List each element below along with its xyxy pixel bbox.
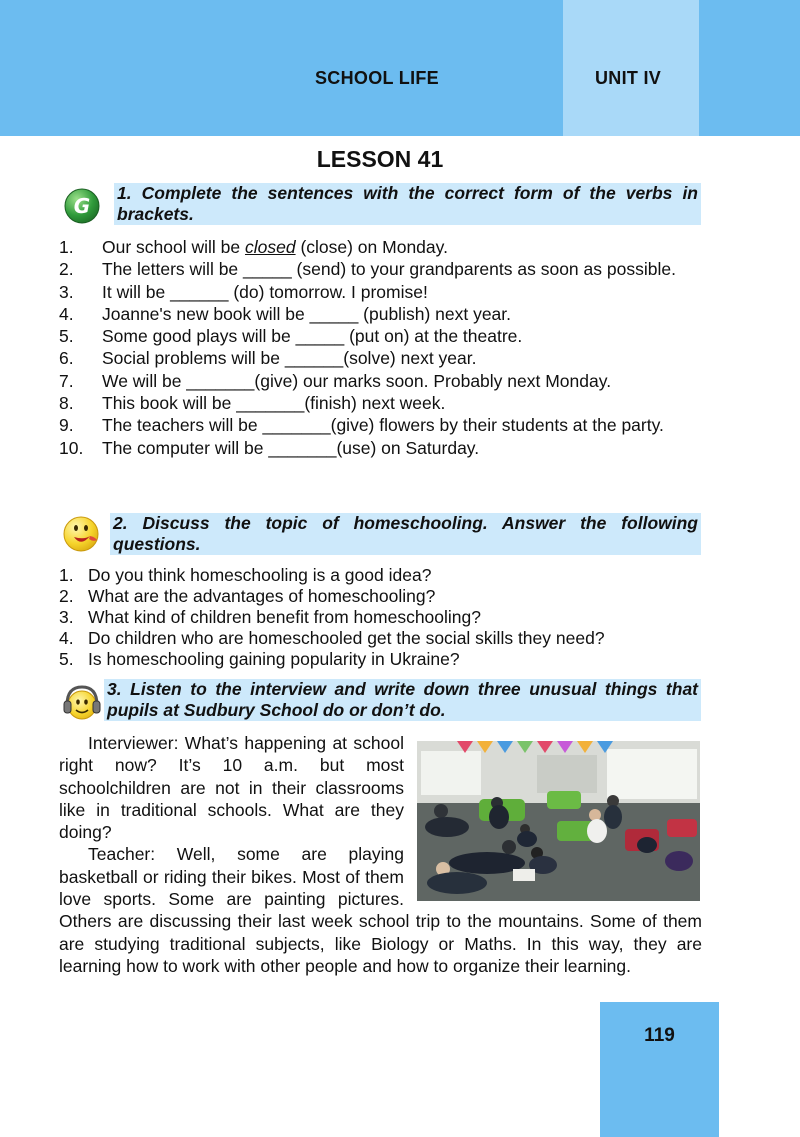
item-number: 7. (59, 370, 74, 391)
item-number: 4. (59, 303, 74, 324)
task3-instruction: 3. Listen to the interview and write down three unusual things that pupils at Sudbury School do or don’t do. (104, 679, 701, 721)
item-text: Some good plays will be _____ (put on) at the theatre. (102, 326, 523, 347)
smiley-speaking-icon (62, 515, 102, 558)
grammar-g-icon (64, 188, 100, 229)
item-text-before: Our school will be (102, 237, 245, 257)
task2-list (59, 565, 704, 670)
item-text: The teachers will be _______(give) flowers by their students at the party. (102, 415, 664, 436)
unit-label: UNIT IV (595, 68, 662, 88)
page-number: 119 (644, 1025, 675, 1046)
item-number: 5. (59, 326, 74, 347)
item-number: 1. (59, 237, 74, 257)
svg-text:G: G (73, 194, 91, 218)
list-item (59, 258, 704, 280)
section-title: SCHOOL LIFE (315, 68, 439, 88)
item-text: It will be ______ (do) tomorrow. I promise! (102, 281, 428, 302)
item-number: 3. (59, 281, 74, 302)
interviewer-paragraph: Interviewer: What’s happening at school right now? It’s 10 a.m. but most schoolchildren are not in their classrooms like in traditional schools. What are they doing? (59, 733, 404, 843)
list-item (59, 607, 704, 628)
list-item (59, 649, 704, 670)
item-text: Do children who are homeschooled get the social skills they need? (88, 628, 605, 648)
page-number-tab (600, 1002, 719, 1137)
list-item (59, 236, 704, 258)
interview-text (59, 732, 702, 977)
item-text: Joanne's new book will be _____ (publish) next year. (102, 303, 512, 324)
list-item (59, 347, 704, 369)
item-number: 4. (59, 628, 74, 648)
item-text: We will be _______(give) our marks soon. Probably next Monday. (102, 370, 612, 391)
item-text: What are the advantages of homeschooling? (88, 586, 436, 606)
list-item (59, 325, 704, 347)
list-item (59, 281, 704, 303)
task1-list (59, 236, 704, 459)
item-text: The computer will be _______(use) on Saturday. (102, 437, 480, 458)
item-number: 10. (59, 437, 84, 458)
list-item (59, 303, 704, 325)
list-item (59, 414, 704, 436)
item-number: 8. (59, 393, 74, 414)
item-number: 3. (59, 607, 74, 627)
item-number: 2. (59, 259, 74, 280)
task1-instruction: 1. Complete the sentences with the correct form of the verbs in brackets. (114, 183, 701, 225)
task2-instruction: 2. Discuss the topic of homeschooling. Answer the following questions. (110, 513, 701, 555)
photo-spacer (404, 732, 702, 904)
item-text: What kind of children benefit from homeschooling? (88, 607, 481, 627)
list-item (59, 392, 704, 414)
item-text-after: (close) on Monday. (295, 237, 448, 257)
list-item (59, 628, 704, 649)
item-number: 1. (59, 565, 74, 585)
item-text: The letters will be _____ (send) to your grandparents as soon as possible. (102, 259, 676, 280)
item-text: Is homeschooling gaining popularity in Ukraine? (88, 649, 460, 669)
item-number: 9. (59, 415, 74, 436)
list-item (59, 565, 704, 586)
item-number: 5. (59, 649, 74, 669)
item-text: Social problems will be ______(solve) next year. (102, 348, 477, 369)
list-item (59, 586, 704, 607)
item-text: This book will be _______(finish) next week. (102, 393, 446, 414)
list-item (59, 437, 704, 459)
teacher-paragraph: Teacher: Well, some are playing basketball or riding their bikes. Most of them love sports. Some are painting pictures. Others are discussing their last week school trip to the mountains. Some of them are studying traditional subjects, like Biology or Maths. In this way, they are learning how to work with other people and how to organize their learning. (59, 844, 702, 976)
example-answer: closed (244, 237, 296, 257)
headphones-listening-icon (61, 683, 101, 728)
item-number: 2. (59, 586, 74, 606)
item-text: Do you think homeschooling is a good idea? (88, 565, 432, 585)
lesson-title: LESSON 41 (316, 146, 444, 172)
list-item (59, 370, 704, 392)
item-number: 6. (59, 348, 74, 369)
